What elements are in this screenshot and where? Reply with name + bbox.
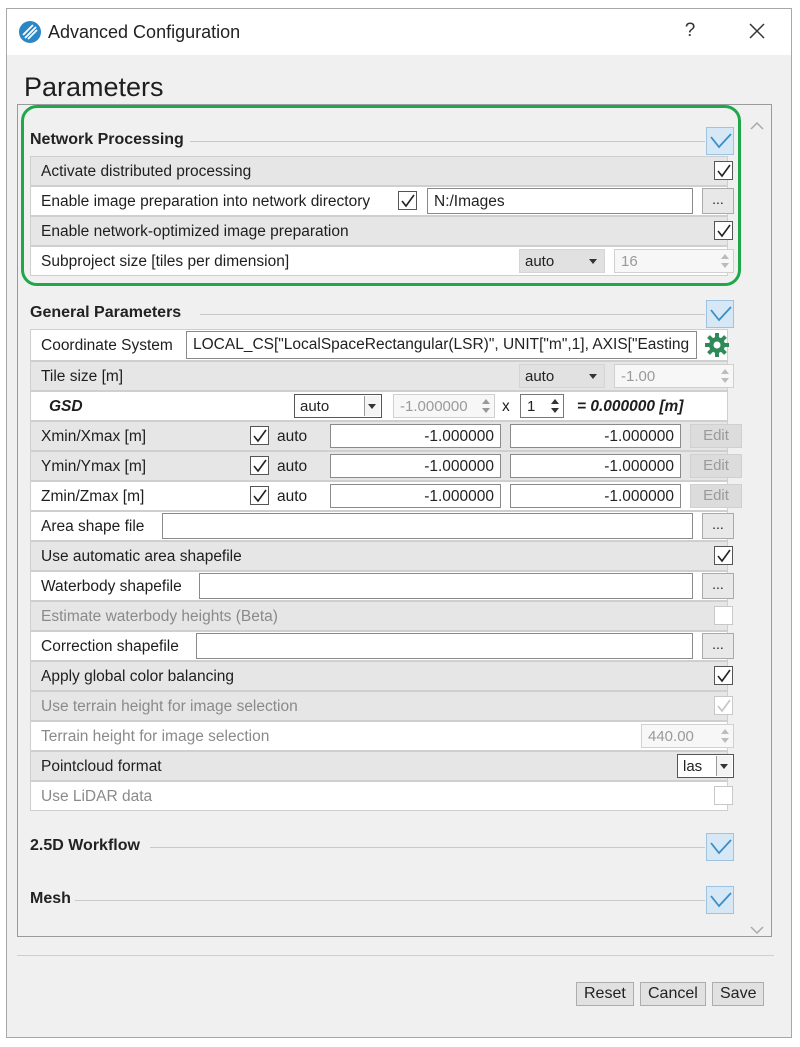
coordinate-system-input[interactable]: LOCAL_CS["LocalSpaceRectangular(LSR)", UNIT["m",1], AXIS["Easting — [186, 331, 697, 359]
checkmark-icon — [716, 548, 732, 564]
chevron-check-icon — [710, 132, 732, 152]
pointcloud-format-select[interactable] — [677, 754, 734, 778]
zminmax-label: Zmin/Zmax [m] — [41, 488, 145, 505]
tile-size-row — [30, 361, 728, 391]
chevron-check-icon — [710, 305, 732, 325]
subproject-mode-value: auto — [525, 253, 555, 270]
estimate-waterbody-label: Estimate waterbody heights (Beta) — [41, 608, 278, 625]
gear-icon[interactable] — [704, 332, 730, 358]
spin-arrows-icon — [720, 367, 730, 385]
general-collapse-button[interactable] — [706, 300, 734, 328]
checkmark-icon — [716, 668, 732, 684]
terrain-height-value: 440.00 — [648, 728, 694, 745]
spin-arrows-icon — [720, 727, 730, 745]
xminmax-row — [30, 421, 728, 451]
zmin-input[interactable]: -1.000000 — [330, 484, 501, 508]
scroll-up-icon[interactable] — [750, 121, 764, 131]
waterbody-row — [30, 571, 728, 601]
chevron-check-icon — [710, 838, 732, 858]
xminmax-auto-label: auto — [277, 428, 308, 445]
spin-arrows-icon — [720, 252, 730, 270]
xminmax-label: Xmin/Xmax [m] — [41, 428, 147, 445]
mesh-title: Mesh — [30, 890, 74, 908]
chevron-down-icon — [368, 404, 376, 409]
coordinate-system-label: Coordinate System — [41, 337, 173, 354]
auto-area-row — [30, 541, 728, 571]
reset-button[interactable]: Reset — [576, 982, 634, 1006]
vertical-scrollbar[interactable] — [744, 105, 771, 936]
image-prep-row — [30, 186, 728, 216]
activate-distributed-checkbox[interactable] — [714, 161, 733, 180]
workflow-expand-button[interactable] — [706, 833, 734, 861]
image-prep-label: Enable image preparation into network directory — [41, 193, 371, 210]
waterbody-input[interactable] — [199, 573, 693, 599]
color-balancing-row — [30, 661, 728, 691]
gsd-times-label: x — [502, 398, 510, 415]
subproject-size-spinbox[interactable] — [614, 249, 734, 273]
zminmax-auto-checkbox[interactable] — [250, 486, 269, 505]
xminmax-edit-button[interactable]: Edit — [690, 424, 742, 448]
lidar-label: Use LiDAR data — [41, 788, 153, 805]
checkmark-icon — [400, 193, 416, 209]
checkmark-icon — [252, 458, 268, 474]
activate-distributed-label: Activate distributed processing — [41, 163, 252, 180]
close-icon[interactable] — [745, 19, 769, 43]
gsd-multiplier-value: 1 — [527, 398, 536, 415]
area-shape-browse-button[interactable]: ... — [702, 513, 734, 539]
section-divider — [200, 314, 705, 315]
checkmark-icon — [716, 163, 732, 179]
gsd-value: -1.000000 — [400, 398, 468, 415]
gsd-value-spinbox[interactable] — [393, 394, 495, 418]
yminmax-auto-label: auto — [277, 458, 308, 475]
network-optimized-checkbox[interactable] — [714, 221, 733, 240]
section-divider — [75, 900, 705, 901]
activate-distributed-row — [30, 156, 728, 186]
network-processing-header — [30, 128, 730, 154]
scroll-down-icon[interactable] — [750, 925, 764, 935]
area-shape-row — [30, 511, 728, 541]
auto-area-checkbox[interactable] — [714, 546, 733, 565]
gsd-multiplier-spinbox[interactable] — [520, 394, 564, 418]
auto-area-label: Use automatic area shapefile — [41, 548, 242, 565]
correction-label: Correction shapefile — [41, 638, 179, 655]
spin-arrows-icon — [550, 397, 560, 415]
pointcloud-format-row — [30, 751, 728, 781]
yminmax-row — [30, 451, 728, 481]
tile-size-value: -1.00 — [621, 368, 656, 385]
zminmax-auto-label: auto — [277, 488, 308, 505]
tile-size-mode-value: auto — [525, 368, 555, 385]
gsd-row — [30, 391, 728, 421]
window-title: Advanced Configuration — [48, 22, 241, 42]
terrain-height-row — [30, 721, 728, 751]
chevron-down-icon — [720, 764, 728, 769]
workflow-header — [30, 834, 730, 860]
subproject-size-row — [30, 246, 728, 276]
cancel-button[interactable]: Cancel — [640, 982, 706, 1006]
page-title: Parameters — [24, 72, 164, 102]
gsd-mode-select[interactable] — [294, 394, 382, 418]
color-balancing-label: Apply global color balancing — [41, 668, 235, 685]
lidar-row — [30, 781, 728, 811]
subproject-mode-select[interactable] — [519, 249, 605, 273]
estimate-waterbody-checkbox[interactable] — [714, 606, 733, 625]
section-divider — [150, 847, 705, 848]
network-processing-title: Network Processing — [30, 131, 187, 149]
terrain-height-label: Terrain height for image selection — [41, 728, 270, 745]
title-bar — [7, 9, 791, 55]
correction-row — [30, 631, 728, 661]
gsd-mode-value: auto — [300, 398, 330, 415]
checkmark-icon — [716, 698, 732, 714]
terrain-use-label: Use terrain height for image selection — [41, 698, 298, 715]
workflow-title: 2.5D Workflow — [30, 837, 143, 855]
pointcloud-format-label: Pointcloud format — [41, 758, 162, 775]
terrain-use-row — [30, 691, 728, 721]
yminmax-edit-button[interactable]: Edit — [690, 454, 742, 478]
network-directory-input[interactable]: N:/Images — [427, 188, 693, 214]
xminmax-auto-checkbox[interactable] — [250, 426, 269, 445]
xmax-input[interactable]: -1.000000 — [510, 424, 681, 448]
estimate-waterbody-row — [30, 601, 728, 631]
waterbody-label: Waterbody shapefile — [41, 578, 182, 595]
xmin-input[interactable]: -1.000000 — [330, 424, 501, 448]
mesh-expand-button[interactable] — [706, 886, 734, 914]
help-button[interactable]: ? — [684, 20, 696, 41]
yminmax-label: Ymin/Ymax [m] — [41, 458, 147, 475]
image-prep-checkbox[interactable] — [398, 191, 417, 210]
subproject-size-label: Subproject size [tiles per dimension] — [41, 253, 290, 270]
tile-size-label: Tile size [m] — [41, 368, 124, 385]
network-optimized-label: Enable network-optimized image preparation — [41, 223, 349, 240]
ymin-input[interactable]: -1.000000 — [330, 454, 501, 478]
network-optimized-row — [30, 216, 728, 246]
checkmark-icon — [252, 428, 268, 444]
general-parameters-header — [30, 301, 730, 327]
footer-divider — [17, 955, 774, 956]
area-shape-label: Area shape file — [41, 518, 145, 535]
spin-arrows-icon — [481, 397, 491, 415]
zminmax-row — [30, 481, 728, 511]
chevron-down-icon — [589, 259, 597, 264]
lidar-checkbox[interactable] — [714, 786, 733, 805]
color-balancing-checkbox[interactable] — [714, 666, 733, 685]
correction-browse-button[interactable]: ... — [702, 633, 734, 659]
gsd-result: = 0.000000 [m] — [577, 398, 684, 415]
ymax-input[interactable]: -1.000000 — [510, 454, 681, 478]
tile-size-spinbox[interactable] — [614, 364, 734, 388]
subproject-size-value: 16 — [621, 253, 638, 270]
yminmax-auto-checkbox[interactable] — [250, 456, 269, 475]
network-directory-browse-button[interactable]: ... — [702, 188, 734, 214]
save-button[interactable]: Save — [712, 982, 764, 1006]
tile-size-mode-select[interactable] — [519, 364, 605, 388]
correction-input[interactable] — [196, 633, 693, 659]
chevron-down-icon — [589, 374, 597, 379]
zmax-input[interactable]: -1.000000 — [510, 484, 681, 508]
mesh-header — [30, 887, 730, 913]
checkmark-icon — [716, 223, 732, 239]
gsd-label: GSD — [49, 398, 83, 415]
chevron-check-icon — [710, 891, 732, 911]
terrain-use-checkbox[interactable] — [714, 696, 733, 715]
zminmax-edit-button[interactable]: Edit — [690, 484, 742, 508]
coordinate-system-row — [30, 329, 728, 361]
terrain-height-spinbox[interactable] — [641, 724, 734, 748]
waterbody-browse-button[interactable]: ... — [702, 573, 734, 599]
pointcloud-format-value: las — [683, 758, 703, 775]
checkmark-icon — [252, 488, 268, 504]
section-divider — [190, 141, 705, 142]
app-logo-icon — [18, 20, 42, 44]
network-collapse-button[interactable] — [706, 127, 734, 155]
area-shape-input[interactable] — [162, 513, 693, 539]
general-parameters-title: General Parameters — [30, 304, 184, 322]
